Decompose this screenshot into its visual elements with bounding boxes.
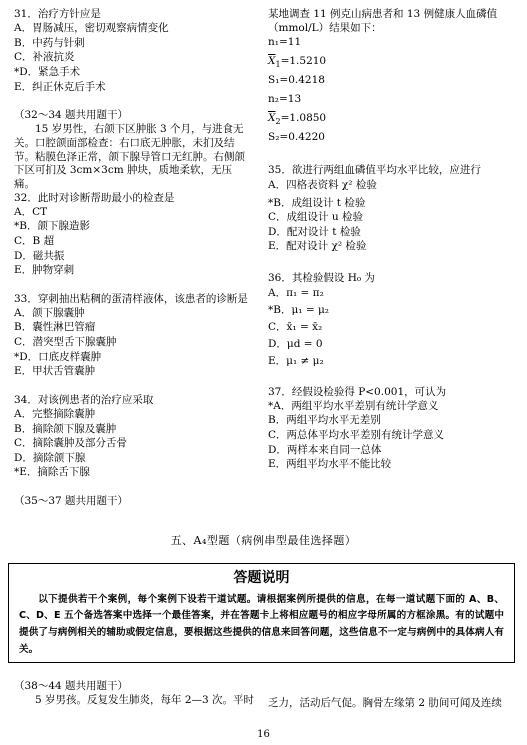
question-33 xyxy=(14,293,250,380)
option: *B．颌下腺造影 xyxy=(14,220,90,233)
option: C．两总体平均水平差别有统计学意义 xyxy=(268,428,445,441)
question-37 xyxy=(268,386,518,473)
group-header: （35～37 题共用题干） xyxy=(14,495,129,508)
option: *E．摘除舌下腺 xyxy=(14,466,90,479)
option: D．磁共振 xyxy=(14,249,65,262)
option: B．摘除颌下腺及囊肿 xyxy=(14,422,117,435)
question-stem: 33．穿刺抽出粘稠的蛋清样液体，该患者的诊断是 xyxy=(14,292,248,305)
question-stem: 34．对该例患者的治疗应采取 xyxy=(14,393,154,406)
bottom-left xyxy=(14,680,255,708)
option: E．纠正休克后手术 xyxy=(14,80,106,93)
question-stem: 35．欲进行两组血磷值平均水平比较，应进行 xyxy=(268,164,481,177)
option: A．完整摘除囊肿 xyxy=(14,408,96,421)
option: D．μd = 0 xyxy=(268,337,323,350)
question-stem: 36．其检验假设 H₀ 为 xyxy=(268,272,375,285)
option: A．π₁ = π₂ xyxy=(268,286,324,299)
case-stem-continued: 乏力，活动后气促。胸骨左缘第 2 肋间可闻及连续 xyxy=(268,697,502,709)
left-column xyxy=(14,8,250,509)
question-32 xyxy=(14,192,250,279)
option: *B．μ₁ = μ₂ xyxy=(268,303,330,316)
option: A．CT xyxy=(14,205,48,218)
right-column xyxy=(268,8,518,473)
option: B．囊性淋巴管瘤 xyxy=(14,321,96,334)
option: B．两组平均水平无差别 xyxy=(268,414,381,427)
group-header: （38～44 题共用题干） xyxy=(14,680,129,692)
option: E．两组平均水平不能比较 xyxy=(268,458,392,471)
option: C．B 超 xyxy=(14,234,55,247)
instruction-title: 答题说明 xyxy=(233,570,290,586)
option: D．摘除颌下腺 xyxy=(14,451,86,464)
option: *D．口底皮样囊肿 xyxy=(14,350,102,363)
instruction-box xyxy=(8,563,515,663)
option: B．中药与针刺 xyxy=(14,36,85,49)
option: C．成组设计 u 检验 xyxy=(268,211,363,224)
stat-mean1: $\overline{X}_1=1.5210$ xyxy=(268,55,327,70)
option: E．配对设计 χ² 检验 xyxy=(268,240,367,253)
option: *B．成组设计 t 检验 xyxy=(268,196,366,209)
option: A．四格表资料 χ² 检验 xyxy=(268,178,377,191)
stat-n2: n₂=13 xyxy=(268,93,302,106)
option: *A．两组平均水平差别有统计学意义 xyxy=(268,399,439,412)
case-stem-start: 5 岁男孩。反复发生肺炎，每年 2—3 次。平时 xyxy=(35,694,255,707)
question-35 xyxy=(268,164,518,258)
stat-s1: S₁=0.4218 xyxy=(268,74,325,87)
stat-s2: S₂=0.4220 xyxy=(268,131,325,144)
case-intro-unit: （mmol/L）结果如下： xyxy=(268,22,382,35)
option: E．μ₁ ≠ μ₂ xyxy=(268,354,324,367)
bottom-right xyxy=(268,697,518,711)
stat-mean2: $\overline{X}_2=1.0850$ xyxy=(268,112,327,127)
option: A．胃肠减压，密切观察病情变化 xyxy=(14,22,169,35)
option: D．配对设计 t 检验 xyxy=(268,225,361,238)
option: E．甲状舌管囊肿 xyxy=(14,365,96,378)
option: C．补液抗炎 xyxy=(14,51,75,64)
option: C．潜突型舌下腺囊肿 xyxy=(14,336,117,349)
option: *D．紧急手术 xyxy=(14,65,81,78)
instruction-text: 以下提供若干个案例，每个案例下设若干道试题。请根据案例所提供的信息，在每一道试题下面的 A、B、C、D、E 五个备选答案中选择一个最佳答案，并在答题卡上将相应题号的相应字母所属的方框涂黑。有的试题中提供了与病例相关的辅助或假定信息，要根据这些提供的信息来回答问题，这些信息不一定与病例中的具体病人有关。 xyxy=(19,593,504,655)
question-stem: 37．经假设检验得 P<0.001，可认为 xyxy=(268,385,447,398)
case-intro: 某地调查 11 例克山病患者和 13 例健康人血磷值 xyxy=(268,8,498,20)
option: E．肿物穿刺 xyxy=(14,264,75,277)
option: C．摘除囊肿及部分舌骨 xyxy=(14,437,128,450)
case-stem: 15 岁男性，右颌下区肿胀 3 个月，与进食无关。口腔颌面部检查：右口底无肿胀，未扪及结节。粘膜色泽正常，颌下腺导管口无红肿。右侧颌下区可扪及 3cm×3cm 肿块，质地柔软，无压痛。 xyxy=(14,123,245,190)
question-stem: 31．治疗方针应是 xyxy=(14,8,101,20)
option: D．两样本来自同一总体 xyxy=(268,443,382,456)
question-stem: 32．此时对诊断帮助最小的检查是 xyxy=(14,191,175,204)
question-36 xyxy=(268,272,518,371)
section-title: 五、A₄型题（病例串型最佳选择题） xyxy=(170,534,357,547)
question-31 xyxy=(14,8,250,95)
question-34 xyxy=(14,394,250,481)
option: C．x̄₁ = x̄₂ xyxy=(268,320,323,333)
group-header: （32～34 题共用题干） xyxy=(14,109,129,122)
option: A．颌下腺囊肿 xyxy=(14,306,85,319)
stat-n1: n₁=11 xyxy=(268,36,302,49)
page-number: 16 xyxy=(257,729,270,740)
